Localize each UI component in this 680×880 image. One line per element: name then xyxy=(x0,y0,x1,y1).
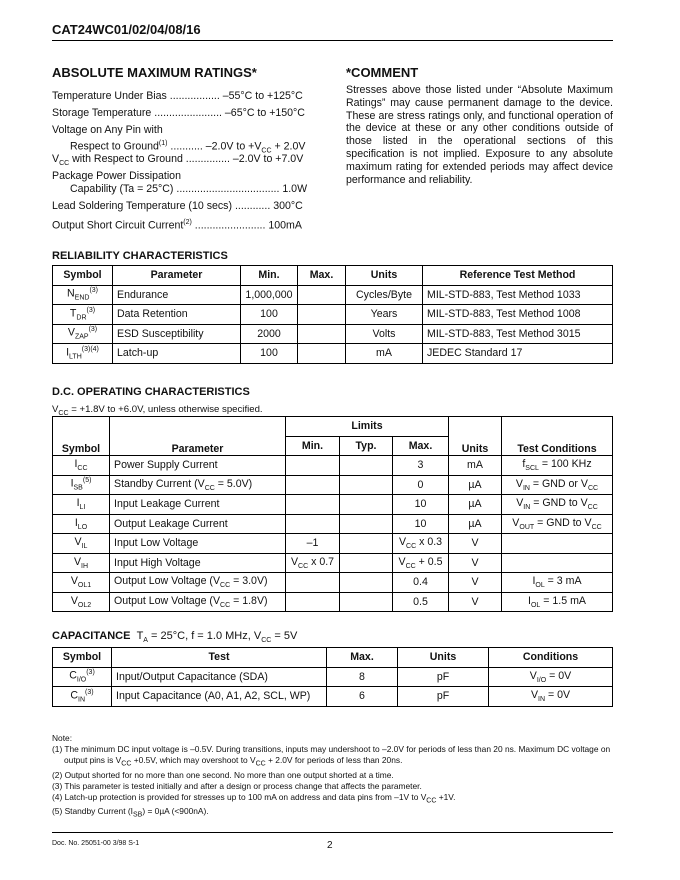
test-cell xyxy=(502,553,613,573)
conditions-cell: $V_{I/O} = 0V$ xyxy=(489,667,613,687)
col-parameter: Parameter xyxy=(113,266,241,286)
table-row xyxy=(53,534,613,554)
max-cell: 10 xyxy=(393,495,449,515)
typ-cell xyxy=(340,573,393,593)
table-row xyxy=(53,495,613,515)
col-test: Test xyxy=(112,648,327,668)
absolute-ratings-title: ABSOLUTE MAXIMUM RATINGS* xyxy=(52,65,257,80)
units-cell: pF xyxy=(398,687,489,707)
symbol-cell: $I_{LI}$ xyxy=(53,495,110,515)
table-row xyxy=(53,687,613,707)
parameter-cell: Data Retention xyxy=(113,305,241,325)
max-cell: 0 xyxy=(393,475,449,495)
symbol-cell: $V_{OL1}$ xyxy=(53,573,110,593)
col-min: Min. xyxy=(241,266,298,286)
symbol-cell: $C_{IN}^{(3)}$ xyxy=(53,687,112,707)
units-cell: Cycles/Byte xyxy=(346,285,423,305)
symbol-cell: $C_{I/O}^{(3)}$ xyxy=(53,667,112,687)
max-cell: $V_{CC}$ x 0.3 xyxy=(393,534,449,554)
notes xyxy=(52,733,613,821)
capacitance-title-line: CAPACITANCE $T_A = 25^\circ C$, f = 1.0 MHz, $V_{CC} = 5V$ xyxy=(52,630,298,645)
typ-cell xyxy=(340,456,393,476)
table-row xyxy=(53,285,613,305)
method-cell: MIL-STD-883, Test Method 1033 xyxy=(423,285,613,305)
symbol-cell: $I_{LTH}^{(3)(4)}$ xyxy=(53,344,113,364)
comment-title: *COMMENT xyxy=(346,65,419,80)
units-cell: Years xyxy=(346,305,423,325)
parameter-cell: Input High Voltage xyxy=(110,553,286,573)
reliability-table xyxy=(52,265,613,364)
parameter-cell: Power Supply Current xyxy=(110,456,286,476)
comment-text: Stresses above those listed under “Absolute Maximum Ratings” may cause permanent damage to the device. These are stress ratings only, and functional operation of the device at these or any other conditions outside of those listed in the operational sections of this specification is not implied. Exposure to any absolute maximum rating for extended periods may affect device performance and reliability. xyxy=(346,84,613,186)
page-number: 2 xyxy=(327,840,333,851)
test-cell: Input Capacitance (A0, A1, A2, SCL, WP) xyxy=(112,687,327,707)
parameter-cell: Output Low Voltage $(V_{CC} = 1.8V)$ xyxy=(110,592,286,612)
min-cell xyxy=(286,514,340,534)
min-cell xyxy=(286,456,340,476)
units-cell: Volts xyxy=(346,324,423,344)
units-cell: V xyxy=(449,592,502,612)
min-cell xyxy=(286,573,340,593)
table-header-row xyxy=(53,648,613,668)
table-row xyxy=(53,667,613,687)
col-symbol: Symbol xyxy=(53,648,112,668)
col-max: Max. xyxy=(393,436,449,456)
min-cell: $V_{CC}$ x 0.7 xyxy=(286,553,340,573)
table-row xyxy=(53,324,613,344)
amr-package-power: Package Power Dissipation xyxy=(52,170,181,182)
symbol-cell: $V_{IH}$ xyxy=(53,553,110,573)
col-method: Reference Test Method xyxy=(423,266,613,286)
symbol-cell: $N_{END}^{(3)}$ xyxy=(53,285,113,305)
method-cell: MIL-STD-883, Test Method 3015 xyxy=(423,324,613,344)
note-2: (2) Output shorted for no more than one second. No more than one output shorted at a time. xyxy=(52,769,394,780)
table-row xyxy=(53,514,613,534)
method-cell: MIL-STD-883, Test Method 1008 xyxy=(423,305,613,325)
amr-respect-ground: Respect to Ground$^{(1)}$ ........... –2.0V to $+V_{CC} + 2.0V$ xyxy=(70,140,306,155)
min-cell xyxy=(286,592,340,612)
table-header-row xyxy=(53,266,613,286)
symbol-cell: $V_{IL}$ xyxy=(53,534,110,554)
parameter-cell: Latch-up xyxy=(113,344,241,364)
col-max: Max. xyxy=(298,266,346,286)
test-cell: Input/Output Capacitance (SDA) xyxy=(112,667,327,687)
amr-lead-soldering: Lead Soldering Temperature (10 secs) ............ 300°C xyxy=(52,200,303,212)
min-cell: 1,000,000 xyxy=(241,285,298,305)
parameter-cell: Input Leakage Current xyxy=(110,495,286,515)
max-cell xyxy=(298,344,346,364)
note-3: (3) This parameter is tested initially and after a design or process change that affects the parameter. xyxy=(52,780,422,791)
table-row xyxy=(53,553,613,573)
table-row xyxy=(53,456,613,476)
min-cell: 100 xyxy=(241,344,298,364)
units-cell: mA xyxy=(449,456,502,476)
amr-vcc-ground: $V_{CC}$ with Respect to Ground ............... –2.0V to +7.0V xyxy=(52,153,304,168)
dc-table xyxy=(52,416,613,612)
amr-voltage-pin: Voltage on Any Pin with xyxy=(52,124,163,136)
note-1: (1) The minimum DC input voltage is –0.5V. During transitions, inputs may undershoot to –2.0V for periods of less than 20 ns. Maximum DC voltage on output pins is $V_{CC} +0.5V$, which may overshoot to $V_{CC} + 2.0V$ for periods of less than 20ns. xyxy=(52,744,611,768)
max-cell: 10 xyxy=(393,514,449,534)
capacitance-table xyxy=(52,647,613,707)
capacitance-title: CAPACITANCE xyxy=(52,630,131,642)
symbol-cell: $V_{ZAP}^{(3)}$ xyxy=(53,324,113,344)
col-typ: Typ. xyxy=(340,436,393,456)
amr-capability: Capability (Ta = 25°C) ................................... 1.0W xyxy=(70,183,308,195)
table-row xyxy=(53,573,613,593)
units-cell: µA xyxy=(449,475,502,495)
min-cell: 100 xyxy=(241,305,298,325)
amr-output-short: Output Short Circuit Current$^{(2)}$ ........................ 100mA xyxy=(52,219,302,232)
max-cell: 3 xyxy=(393,456,449,476)
typ-cell xyxy=(340,553,393,573)
parameter-cell: Standby Current $(V_{CC} = 5.0V)$ xyxy=(110,475,286,495)
max-cell: $V_{CC} + 0.5$ xyxy=(393,553,449,573)
part-number-header: CAT24WC01/02/04/08/16 xyxy=(52,22,201,37)
max-cell: 8 xyxy=(327,667,398,687)
parameter-cell: Endurance xyxy=(113,285,241,305)
col-parameter: Parameter xyxy=(110,417,286,456)
symbol-cell: $I_{LO}$ xyxy=(53,514,110,534)
max-cell xyxy=(298,305,346,325)
symbol-cell: $T_{DR}^{(3)}$ xyxy=(53,305,113,325)
table-row xyxy=(53,475,613,495)
method-cell: JEDEC Standard 17 xyxy=(423,344,613,364)
typ-cell xyxy=(340,592,393,612)
typ-cell xyxy=(340,514,393,534)
amr-storage-temp: Storage Temperature ....................... –65°C to +150°C xyxy=(52,107,305,119)
dc-condition: $V_{CC} = +1.8V$ to +6.0V, unless otherwise specified. xyxy=(52,404,263,417)
symbol-cell: $I_{SB}^{(5)}$ xyxy=(53,475,110,495)
col-test-conditions: Test Conditions xyxy=(502,417,613,456)
test-cell: $I_{OL} = 1.5$ mA xyxy=(502,592,613,612)
col-symbol: Symbol xyxy=(53,417,110,456)
table-row xyxy=(53,305,613,325)
test-cell: $V_{OUT}$ = GND to $V_{CC}$ xyxy=(502,514,613,534)
test-cell: $I_{OL} = 3$ mA xyxy=(502,573,613,593)
table-row xyxy=(53,344,613,364)
header-rule xyxy=(52,40,613,41)
dc-title: D.C. OPERATING CHARACTERISTICS xyxy=(52,386,250,398)
typ-cell xyxy=(340,475,393,495)
typ-cell xyxy=(340,534,393,554)
units-cell: V xyxy=(449,553,502,573)
col-units: Units xyxy=(346,266,423,286)
symbol-cell: $V_{OL2}$ xyxy=(53,592,110,612)
parameter-cell: Input Low Voltage xyxy=(110,534,286,554)
test-cell: $V_{IN}$ = GND to $V_{CC}$ xyxy=(502,495,613,515)
units-cell: pF xyxy=(398,667,489,687)
min-cell xyxy=(286,495,340,515)
test-cell: $V_{IN}$ = GND or $V_{CC}$ xyxy=(502,475,613,495)
test-cell: $f_{SCL} = 100$ KHz xyxy=(502,456,613,476)
note-4: (4) Latch-up protection is provided for stresses up to 100 mA on address and data pins from –1V to $V_{CC} +1V$. xyxy=(52,791,456,805)
max-cell xyxy=(298,324,346,344)
parameter-cell: Output Leakage Current xyxy=(110,514,286,534)
footer-rule xyxy=(52,832,613,833)
units-cell: V xyxy=(449,573,502,593)
table-header-row xyxy=(53,417,613,437)
symbol-cell: $I_{CC}$ xyxy=(53,456,110,476)
units-cell: µA xyxy=(449,514,502,534)
col-limits: Limits xyxy=(286,417,449,437)
units-cell: mA xyxy=(346,344,423,364)
max-cell: 0.5 xyxy=(393,592,449,612)
max-cell: 0.4 xyxy=(393,573,449,593)
parameter-cell: ESD Susceptibility xyxy=(113,324,241,344)
units-cell: V xyxy=(449,534,502,554)
col-symbol: Symbol xyxy=(53,266,113,286)
note-5: (5) Standby Current $(I_{SB}) = 0\mu A$ (<900nA). xyxy=(52,806,209,820)
max-cell: 6 xyxy=(327,687,398,707)
col-min: Min. xyxy=(286,436,340,456)
min-cell: 2000 xyxy=(241,324,298,344)
units-cell: µA xyxy=(449,495,502,515)
notes-label: Note: xyxy=(52,733,73,743)
conditions-cell: $V_{IN} = 0V$ xyxy=(489,687,613,707)
max-cell xyxy=(298,285,346,305)
parameter-cell: Output Low Voltage $(V_{CC} = 3.0V)$ xyxy=(110,573,286,593)
test-cell xyxy=(502,534,613,554)
reliability-title: RELIABILITY CHARACTERISTICS xyxy=(52,250,228,262)
col-units: Units xyxy=(449,417,502,456)
col-max: Max. xyxy=(327,648,398,668)
col-conditions: Conditions xyxy=(489,648,613,668)
min-cell: –1 xyxy=(286,534,340,554)
typ-cell xyxy=(340,495,393,515)
amr-temp-bias: Temperature Under Bias ................. –55°C to +125°C xyxy=(52,90,303,102)
doc-number: Doc. No. 25051-00 3/98 S-1 xyxy=(52,840,140,847)
table-row xyxy=(53,592,613,612)
col-units: Units xyxy=(398,648,489,668)
min-cell xyxy=(286,475,340,495)
